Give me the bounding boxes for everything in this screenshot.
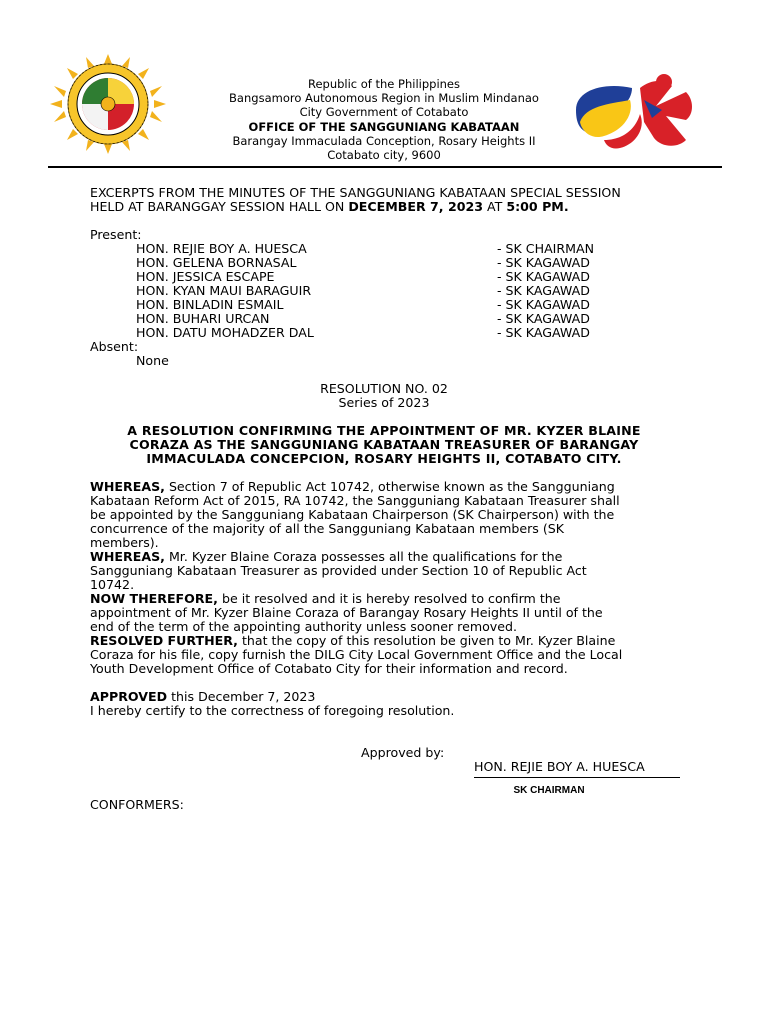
list-item (136, 312, 616, 326)
header-address: Cotabato city, 9600 (327, 148, 441, 163)
approved-line (90, 690, 315, 704)
paragraph-line (90, 592, 690, 606)
header-office: OFFICE OF THE SANGGUNIANG KABATAAN (248, 119, 520, 134)
list-item (136, 270, 616, 284)
paragraph-line: Sangguniang Kabataan Treasurer as provided under Section 10 of Republic Act (90, 563, 587, 578)
member-name: HON. JESSICA ESCAPE (136, 269, 275, 284)
member-role: - SK KAGAWAD (497, 325, 590, 340)
sk-logo (574, 70, 704, 150)
session-date: DECEMBER 7, 2023 (348, 199, 484, 214)
session-time: 5:00 PM. (506, 199, 569, 214)
resolution-number: RESOLUTION NO. 02 (320, 381, 448, 396)
signatory-title: SK CHAIRMAN (513, 785, 585, 796)
approved-by-label: Approved by: (361, 745, 445, 760)
paragraph-line (90, 550, 690, 564)
list-item (136, 242, 616, 256)
paragraph-line: Kabataan Reform Act of 2015, RA 10742, the Sangguniang Kabataan Treasurer shall (90, 493, 620, 508)
header-country: Republic of the Philippines (307, 77, 461, 91)
paragraph-lead: WHEREAS, (90, 549, 165, 564)
member-role: - SK KAGAWAD (497, 311, 590, 326)
paragraph-line: be appointed by the Sangguniang Kabataan Chairperson (SK Chairperson) with the (90, 507, 615, 522)
resolved-further-paragraph (90, 634, 690, 676)
excerpt-location: HELD AT BARANGGAY SESSION HALL ON (90, 199, 349, 214)
member-name: HON. BUHARI URCAN (136, 311, 270, 326)
title-line: A RESOLUTION CONFIRMING THE APPOINTMENT OF MR. KYZER BLAINE (127, 423, 641, 438)
member-role: - SK KAGAWAD (497, 283, 590, 298)
present-label: Present: (90, 227, 142, 242)
member-name: HON. REJIE BOY A. HUESCA (136, 241, 307, 256)
approved-date: this December 7, 2023 (167, 689, 316, 704)
approved-lead: APPROVED (90, 689, 168, 704)
resolution-title (90, 424, 678, 466)
whereas-paragraph-2 (90, 550, 690, 592)
paragraph-text: be it resolved and it is hereby resolved to confirm the (217, 591, 561, 606)
barangay-seal-logo (48, 52, 168, 156)
member-name: HON. DATU MOHADZER DAL (136, 325, 314, 340)
signatory-name: HON. REJIE BOY A. HUESCA (474, 759, 645, 774)
header-divider (48, 166, 722, 168)
paragraph-line: members). (90, 535, 159, 550)
list-item (136, 284, 616, 298)
list-item (136, 256, 616, 270)
paragraph-lead: WHEREAS, (90, 479, 165, 494)
member-name: HON. GELENA BORNASAL (136, 255, 297, 270)
paragraph-line: appointment of Mr. Kyzer Blaine Coraza of Barangay Rosary Heights II until of the (90, 605, 603, 620)
resolution-number-block (280, 382, 488, 410)
signature-line (474, 777, 680, 778)
member-role: - SK CHAIRMAN (497, 241, 595, 256)
whereas-paragraph-1 (90, 480, 690, 550)
member-name: HON. KYAN MAUI BARAGUIR (136, 283, 312, 298)
resolution-body (90, 480, 690, 676)
paragraph-lead: NOW THEREFORE, (90, 591, 218, 606)
paragraph-lead: RESOLVED FURTHER, (90, 633, 238, 648)
member-name: HON. BINLADIN ESMAIL (136, 297, 284, 312)
member-role: - SK KAGAWAD (497, 297, 590, 312)
title-line: IMMACULADA CONCEPCION, ROSARY HEIGHTS II, COTABATO CITY. (146, 451, 622, 466)
paragraph-text: Mr. Kyzer Blaine Coraza possesses all the qualifications for the (164, 549, 563, 564)
paragraph-line (90, 634, 690, 648)
minutes-excerpt (90, 186, 621, 214)
header-region: Bangsamoro Autonomous Region in Muslim Mindanao (229, 91, 539, 106)
paragraph-text: that the copy of this resolution be given to Mr. Kyzer Blaine (237, 633, 616, 648)
excerpt-line-2 (90, 200, 621, 214)
paragraph-text: Section 7 of Republic Act 10742, otherwise known as the Sangguniang (164, 479, 615, 494)
paragraph-line: end of the term of the appointing authority unless sooner removed. (90, 619, 518, 634)
member-role: - SK KAGAWAD (497, 269, 590, 284)
list-item (136, 326, 616, 340)
now-therefore-paragraph (90, 592, 690, 634)
paragraph-line: 10742. (90, 577, 135, 592)
header-city-government: City Government of Cotabato (299, 105, 469, 120)
certification-line: I hereby certify to the correctness of foregoing resolution. (90, 703, 455, 718)
header-barangay: Barangay Immaculada Conception, Rosary Heights II (232, 133, 536, 148)
paragraph-line: Coraza for his file, copy furnish the DILG City Local Government Office and the Local (90, 647, 623, 662)
absent-value: None (136, 353, 169, 368)
members-list (136, 242, 616, 340)
member-role: - SK KAGAWAD (497, 255, 590, 270)
excerpt-line-1: EXCERPTS FROM THE MINUTES OF THE SANGGUNIANG KABATAAN SPECIAL SESSION (90, 185, 621, 200)
paragraph-line: Youth Development Office of Cotabato City for their information and record. (90, 661, 568, 676)
excerpt-at: AT (483, 199, 507, 214)
resolution-series: Series of 2023 (338, 395, 430, 410)
title-line: CORAZA AS THE SANGGUNIANG KABATAAN TREASURER OF BARANGAY (129, 437, 639, 452)
letterhead (200, 77, 568, 162)
paragraph-line: concurrence of the majority of all the Sangguniang Kabataan members (SK (90, 521, 564, 536)
list-item (136, 298, 616, 312)
conformers-label: CONFORMERS: (90, 797, 184, 812)
absent-label: Absent: (90, 339, 139, 354)
paragraph-line (90, 480, 690, 494)
